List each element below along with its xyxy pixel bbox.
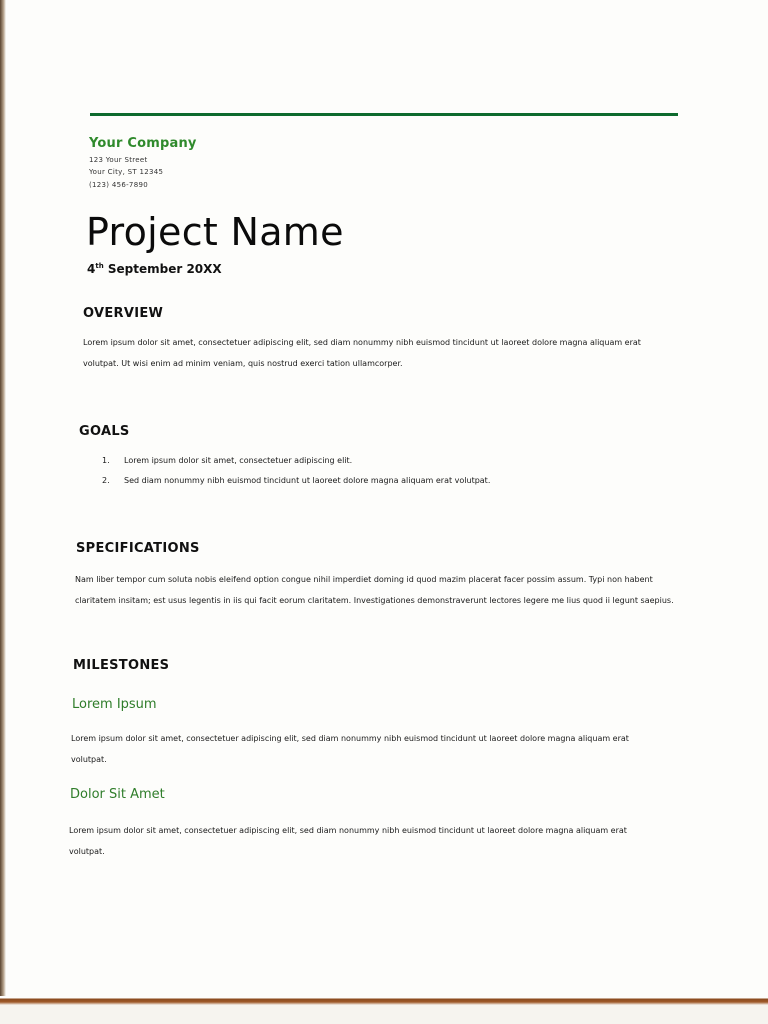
specifications-heading: SPECIFICATIONS [76, 541, 200, 556]
company-phone: (123) 456-7890 [89, 181, 148, 189]
milestone-body-2: Lorem ipsum dolor sit amet, consectetuer adipiscing elit, sed diam nonummy nibh euismod tincidunt ut laoreet dolore magna aliquam erat volutpat. [69, 826, 627, 856]
specifications-body: Nam liber tempor cum soluta nobis eleifend option congue nihil imperdiet doming id quod mazim placerat facer possim assum. Typi non habent claritatem insitam; est usus legentis in iis qui facit eorum claritatem. Investigationes demonstraverunt lectores legere me lius quod ii legunt saepius. [75, 575, 674, 605]
paper-bottom-edge [0, 996, 768, 1024]
goal-item-2 [102, 471, 642, 491]
date-day: 4 [87, 262, 96, 276]
document-date [87, 262, 222, 276]
date-ordinal: th [95, 262, 104, 270]
goal-number-2: 2. [102, 476, 110, 485]
goals-heading: GOALS [79, 424, 130, 439]
goal-number-1: 1. [102, 456, 110, 465]
goal-text-2: Sed diam nonummy nibh euismod tincidunt ut laoreet dolore magna aliquam erat volutpat. [124, 476, 491, 485]
company-name: Your Company [89, 136, 197, 151]
milestone-title-1: Lorem Ipsum [72, 697, 157, 712]
date-month-year: September 20XX [103, 262, 222, 276]
company-street: 123 Your Street [89, 156, 148, 164]
company-city: Your City, ST 12345 [89, 168, 164, 176]
goal-text-1: Lorem ipsum dolor sit amet, consectetuer adipiscing elit. [124, 456, 353, 465]
milestones-heading: MILESTONES [73, 658, 170, 673]
project-title: Project Name [86, 210, 344, 254]
header-accent-rule [90, 113, 678, 116]
goal-item-1 [102, 451, 642, 471]
overview-body: Lorem ipsum dolor sit amet, consectetuer adipiscing elit, sed diam nonummy nibh euismod tincidunt ut laoreet dolore magna aliquam erat volutpat. Ut wisi enim ad minim veniam, quis nostrud exerci tation ullamcorper. [83, 338, 641, 368]
overview-heading: OVERVIEW [83, 306, 164, 321]
milestone-body-1: Lorem ipsum dolor sit amet, consectetuer adipiscing elit, sed diam nonummy nibh euismod tincidunt ut laoreet dolore magna aliquam erat volutpat. [71, 734, 629, 764]
milestone-title-2: Dolor Sit Amet [70, 787, 165, 802]
